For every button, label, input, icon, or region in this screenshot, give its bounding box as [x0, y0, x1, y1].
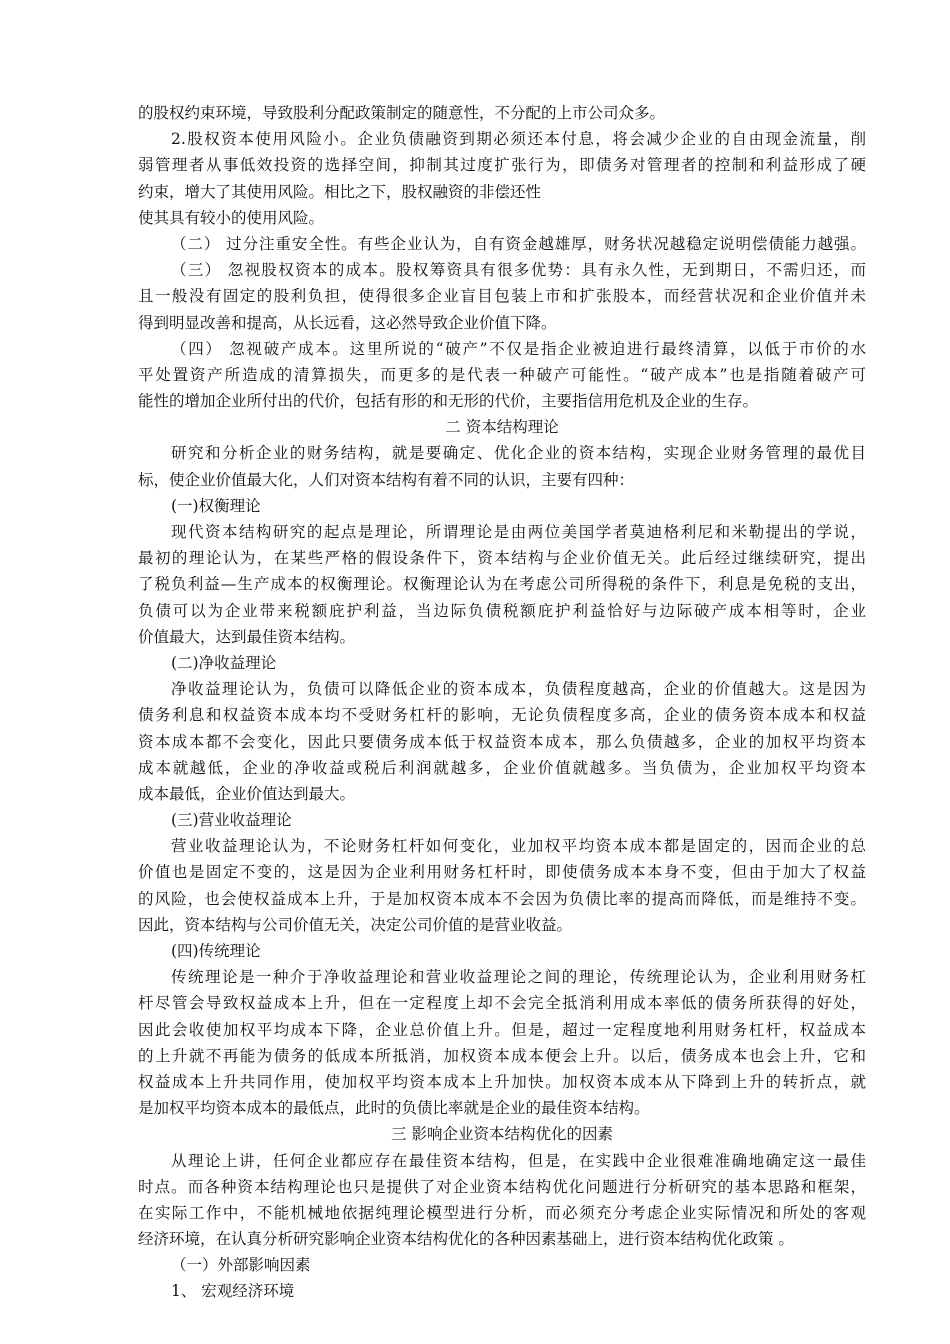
document-body [138, 100, 866, 1305]
text-line: 且一般没有固定的股利负担，使得很多企业盲目包装上市和扩张股本，而经营状况和企业价值并未 [138, 287, 866, 306]
text-line: 在实际工作中，不能机械地依据纯理论模型进行分析，而必须充分考虑企业实际情况和所处的客观 [138, 1203, 866, 1222]
text-line: 标，使企业价值最大化，人们对资本结构有着不同的认识，主要有四种： [138, 470, 635, 489]
text-line: 最初的理论认为，在某些严格的假设条件下，资本结构与企业价值无关。此后经过继续研究，提出 [138, 549, 866, 568]
text-line: 传统理论是一种介于净收益理论和营业收益理论之间的理论，传统理论认为，企业利用财务杠 [171, 968, 866, 987]
text-line: （二） 过分注重安全性。有些企业认为，自有资金越雄厚，财务状况越稳定说明偿债能力越强。 [171, 234, 866, 253]
text-line: 2.股权资本使用风险小。企业负债融资到期必须还本付息，将会减少企业的自由现金流量，削 [171, 130, 866, 149]
text-line: 因此会收使加权平均成本下降，企业总价值上升。但是，超过一定程度地利用财务杠杆，权益成本 [138, 1020, 866, 1039]
text-line: 弱管理者从事低效投资的选择空间，抑制其过度扩张行为，即债务对管理者的控制和利益形成了硬 [138, 156, 866, 175]
text-line: 使其具有较小的使用风险。 [138, 208, 325, 227]
text-line: 平处置资产所造成的清算损失，而更多的是代表一种破产可能性。“破产成本”也是指随着破产可 [138, 365, 866, 384]
text-line: （三） 忽视股权资本的成本。股权筹资具有很多优势：具有永久性，无到期日，不需归还，而 [171, 261, 866, 280]
text-line: 净收益理论认为，负债可以降低企业的资本成本，负债程度越高，企业的价值越大。这是因为 [171, 680, 866, 699]
text-line: (一)权衡理论 [171, 496, 261, 515]
text-line: 得到明显改善和提高，从长远看，这必然导致企业价值下降。 [138, 313, 557, 332]
text-line: 因此，资本结构与公司价值无关，决定公司价值的是营业收益。 [138, 915, 573, 934]
text-line: 债务利息和权益资本成本均不受财务杠杆的影响，无论负债程度多高，企业的债务资本成本和权益 [138, 706, 866, 725]
text-line: 的上升就不再能为债务的低成本所抵消，加权资本成本便会上升。以后，债务成本也会上升，它和 [138, 1046, 866, 1065]
text-line: （四） 忽视破产成本。这里所说的“破产”不仅是指企业被迫进行最终清算，以低于市价的水 [171, 339, 866, 358]
text-line: 研究和分析企业的财务结构，就是要确定、优化企业的资本结构，实现企业财务管理的最优目 [171, 444, 866, 463]
text-line: 成本就越低，企业的净收益或税后利润就越多，企业价值就越多。当负债为，企业加权平均资本 [138, 758, 866, 777]
text-line: (二)净收益理论 [171, 653, 277, 672]
text-line: 现代资本结构研究的起点是理论，所谓理论是由两位美国学者莫迪格利尼和米勒提出的学说， [171, 523, 866, 541]
text-line: 成本最低，企业价值达到最大。 [138, 784, 356, 803]
text-line: 资本成本都不会变化，因此只要债务成本低于权益资本成本，那么负债越多，企业的加权平均资本 [138, 732, 866, 751]
text-line: 了税负利益—生产成本的权衡理论。权衡理论认为在考虑公司所得税的条件下，利息是免税的支出， [138, 575, 866, 594]
text-line: （一）外部影响因素 [171, 1256, 311, 1275]
text-line: 营业收益理论认为，不论财务杠杆如何变化，业加权平均资本成本都是固定的，因而企业的总 [171, 837, 866, 856]
text-line: 能性的增加企业所付出的代价，包括有形的和无形的代价，主要指信用危机及企业的生存。 [138, 392, 759, 411]
text-line: 从理论上讲，任何企业都应存在最佳资本结构，但是，在实践中企业很难准确地确定这一最佳 [171, 1151, 866, 1170]
text-line: 负债可以为企业带来税额庇护利益，当边际负债税额庇护利益恰好与边际破产成本相等时，企业 [138, 601, 866, 620]
text-line: 经济环境，在认真分析研究影响企业资本结构优化的各种因素基础上，进行资本结构优化政策 。 [138, 1230, 794, 1249]
section-heading: 二 资本结构理论 [445, 418, 559, 437]
text-line: 权益成本上升共同作用，使加权平均资本成本上升加快。加权资本成本从下降到上升的转折点，就 [138, 1072, 866, 1091]
text-line: (三)营业收益理论 [171, 811, 292, 830]
text-line: 杆尽管会导致权益成本上升，但在一定程度上却不会完全抵消利用成本率低的债务所获得的好处， [138, 994, 866, 1013]
text-line: 价值也是固定不变的，这是因为企业利用财务杠杆时，即使债务成本本身不变，但由于加大了权益 [138, 863, 866, 882]
text-line: 1、 宏观经济环境 [171, 1282, 295, 1301]
section-heading: 三 影响企业资本结构优化的因素 [391, 1125, 613, 1144]
text-line: 时点。而各种资本结构理论也只是提供了对企业资本结构优化问题进行分析研究的基本思路和框架， [138, 1177, 866, 1196]
text-line: (四)传统理论 [171, 942, 261, 960]
text-line: 的风险，也会使权益成本上升，于是加权资本成本不会因为负债比率的提高而降低，而是维持不变。 [138, 889, 866, 908]
text-line: 约束，增大了其使用风险。相比之下，股权融资的非偿还性 [138, 182, 542, 201]
text-line: 是加权平均资本成本的最低点，此时的负债比率就是企业的最佳资本结构。 [138, 1099, 650, 1118]
text-line: 价值最大，达到最佳资本结构。 [138, 627, 356, 646]
text-line: 的股权约束环境，导致股利分配政策制定的随意性，不分配的上市公司众多。 [138, 104, 666, 122]
